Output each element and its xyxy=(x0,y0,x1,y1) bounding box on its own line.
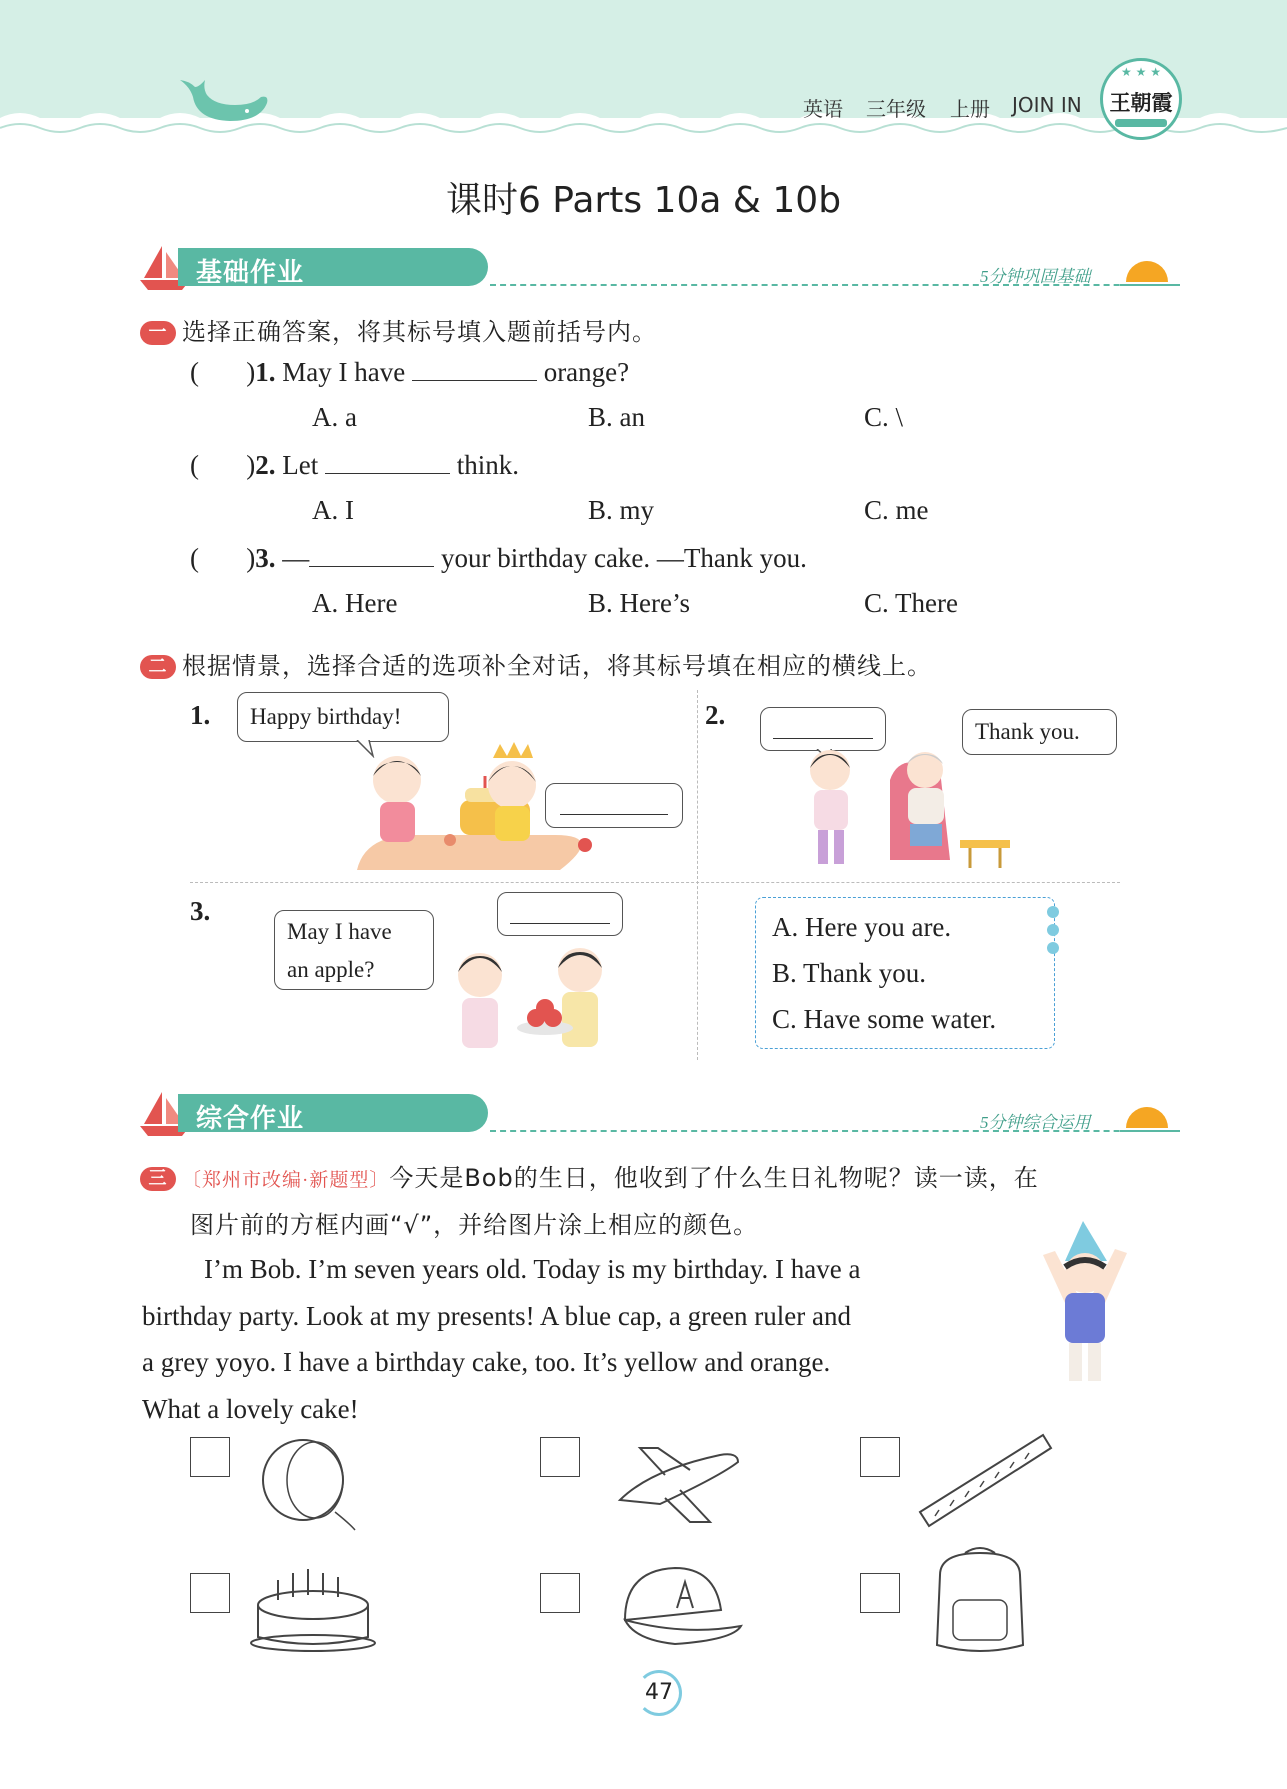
item-number: 1. xyxy=(255,357,276,387)
section-title: 基础作业 xyxy=(196,258,305,288)
plane-picture xyxy=(610,1430,750,1530)
sun-icon xyxy=(1120,252,1174,288)
bob-illustration xyxy=(1035,1215,1135,1390)
mc-item-3 xyxy=(190,542,807,574)
question-instruction-line2: 图片前的方框内画“√”，并给图片涂上相应的颜色。 xyxy=(190,1211,759,1239)
fill-blank[interactable] xyxy=(309,542,434,567)
option-c: C. \ xyxy=(864,402,904,432)
checkbox-yoyo[interactable] xyxy=(190,1437,230,1477)
cake-picture xyxy=(248,1555,378,1655)
option-b: B. my xyxy=(588,495,655,525)
item-number: 2. xyxy=(255,450,276,480)
fill-blank[interactable] xyxy=(412,356,537,381)
item-text: your birthday cake. —Thank you. xyxy=(440,543,807,573)
two-children-apple-illustration xyxy=(440,940,620,1060)
speech-bubble: Thank you. xyxy=(962,709,1117,755)
answer-bracket[interactable]: ( ) xyxy=(190,450,256,480)
section-banner-basic xyxy=(140,244,1180,294)
question-number: 一 xyxy=(140,321,176,345)
item-number: 3. xyxy=(255,543,276,573)
question-source: 〔郑州市改编·新题型〕 xyxy=(182,1170,390,1191)
passage-line: I’m Bob. I’m seven years old. Today is my birthday. I have a xyxy=(204,1254,861,1284)
option-a: A. a xyxy=(312,402,357,432)
item-text: think. xyxy=(456,450,519,480)
question-instruction: 根据情景，选择合适的选项补全对话，将其标号填在相应的横线上。 xyxy=(182,652,932,680)
checkbox-cap[interactable] xyxy=(540,1573,580,1613)
passage-line: a grey yoyo. I have a birthday cake, too. It’s yellow and orange. xyxy=(142,1347,831,1377)
answer-bubble xyxy=(545,783,683,828)
fill-blank[interactable] xyxy=(773,738,873,739)
option-b: B. an xyxy=(588,402,645,432)
header-series: JOIN IN xyxy=(1012,93,1082,117)
brand-name: 王朝霞 xyxy=(1109,91,1173,115)
header-volume: 上册 xyxy=(950,97,990,121)
checkbox-cake[interactable] xyxy=(190,1573,230,1613)
brand-ribbon xyxy=(1115,119,1167,127)
section-title: 综合作业 xyxy=(196,1104,305,1134)
reading-passage xyxy=(142,1246,992,1432)
question-instruction: 选择正确答案，将其标号填入题前括号内。 xyxy=(182,318,657,346)
brand-logo xyxy=(1100,58,1182,140)
scene-3-number: 3. xyxy=(190,896,211,926)
bubble-line: May I have xyxy=(287,919,392,944)
checkbox-backpack[interactable] xyxy=(860,1573,900,1613)
option-c: C. me xyxy=(864,495,929,525)
speech-bubble xyxy=(274,910,434,990)
answer-bubble xyxy=(497,892,623,936)
option-a: A. Here you are. xyxy=(772,912,952,942)
question-2-heading xyxy=(140,646,932,681)
mc-item-1 xyxy=(190,356,629,388)
backpack-picture xyxy=(925,1545,1035,1660)
ring-icon xyxy=(1047,924,1059,936)
item-text: — xyxy=(282,543,310,573)
grid-divider-vertical xyxy=(697,690,698,1060)
ring-icon xyxy=(1047,906,1059,918)
passage-line: birthday party. Look at my presents! A blue cap, a green ruler and xyxy=(142,1300,852,1331)
star-icon: ★ ★ ★ xyxy=(1121,65,1161,79)
section-subtitle: 5分钟巩固基础 xyxy=(980,267,1091,286)
ruler-picture xyxy=(915,1430,1055,1530)
option-b: B. Thank you. xyxy=(772,958,926,988)
item-text: Let xyxy=(282,450,319,480)
yoyo-picture xyxy=(255,1432,365,1532)
passage-line: What a lovely cake! xyxy=(142,1393,359,1424)
speech-bubble: Happy birthday! xyxy=(237,692,449,742)
page-title: 课时6 Parts 10a & 10b xyxy=(445,180,842,221)
option-a: A. Here xyxy=(312,588,398,618)
scene-2-number: 2. xyxy=(705,700,726,730)
option-c: C. Have some water. xyxy=(772,1004,997,1034)
fill-blank[interactable] xyxy=(325,449,450,474)
section-banner-comprehensive xyxy=(140,1090,1180,1140)
option-a: A. I xyxy=(312,495,354,525)
mc-item-2 xyxy=(190,449,519,481)
item-text: orange? xyxy=(543,357,630,387)
sun-icon xyxy=(1120,1098,1174,1134)
option-b: B. Here’s xyxy=(588,588,690,618)
checkbox-ruler[interactable] xyxy=(860,1437,900,1477)
question-number: 二 xyxy=(140,655,176,679)
question-instruction: 今天是Bob的生日，他收到了什么生日礼物呢？读一读，在 xyxy=(389,1164,1039,1192)
option-c: C. There xyxy=(864,588,958,618)
answer-bracket[interactable]: ( ) xyxy=(190,357,256,387)
fill-blank[interactable] xyxy=(510,923,610,924)
grid-divider-horizontal xyxy=(190,882,1120,883)
girl-and-grandma-illustration xyxy=(790,740,1020,880)
question-1-heading xyxy=(140,312,657,347)
whale-icon xyxy=(175,75,275,130)
question-3-heading xyxy=(140,1158,1180,1193)
answer-bracket[interactable]: ( ) xyxy=(190,543,256,573)
cap-picture xyxy=(615,1560,745,1650)
header-subject: 英语 xyxy=(803,97,843,121)
checkbox-plane[interactable] xyxy=(540,1437,580,1477)
fill-blank[interactable] xyxy=(560,814,668,815)
bubble-line: an apple? xyxy=(287,957,375,982)
item-text: May I have xyxy=(282,357,406,387)
question-number: 三 xyxy=(140,1167,176,1191)
section-subtitle: 5分钟综合运用 xyxy=(980,1113,1091,1132)
page-number: 47 xyxy=(645,1680,673,1705)
options-box xyxy=(755,897,1055,1049)
ring-icon xyxy=(1047,942,1059,954)
header-grade: 三年级 xyxy=(866,97,926,121)
scene-1-number: 1. xyxy=(190,700,211,730)
